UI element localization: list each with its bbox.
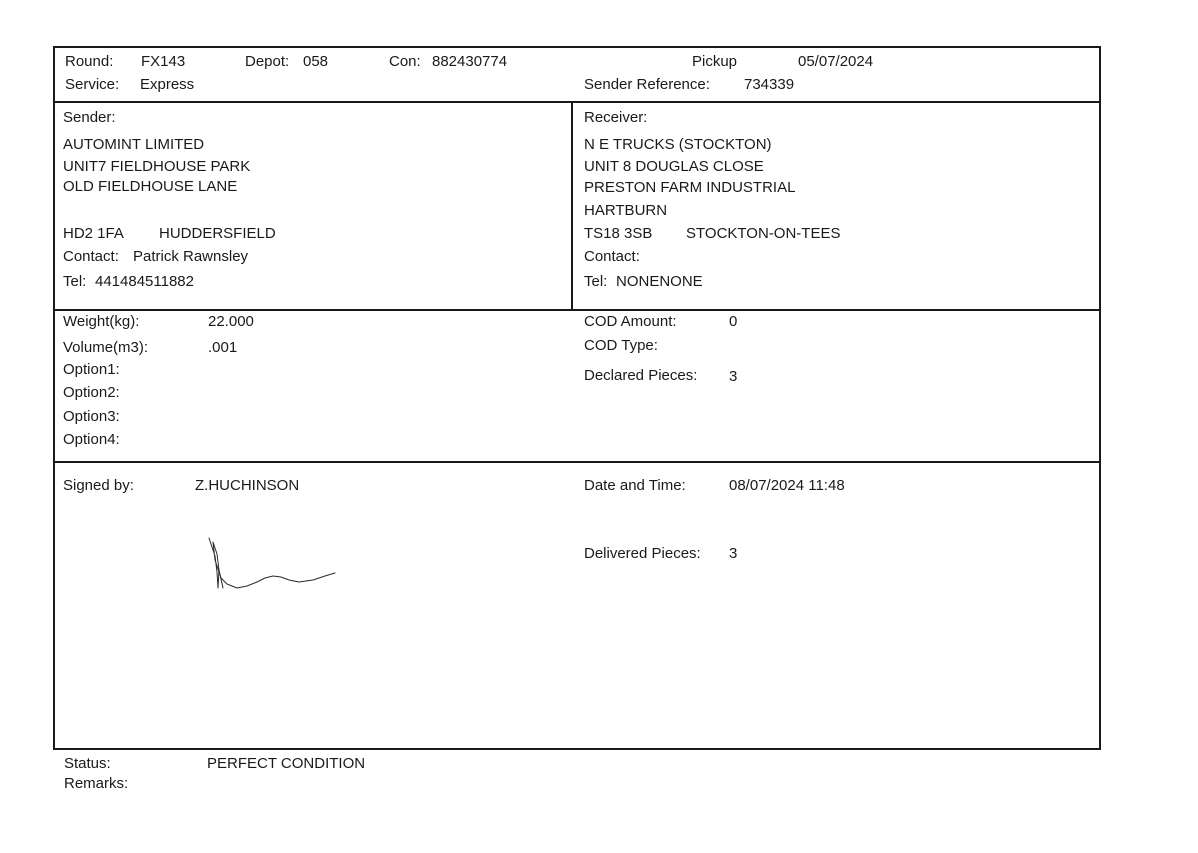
remarks-label: Remarks:: [64, 775, 129, 792]
signed-by-value: Z.HUCHINSON: [195, 477, 300, 494]
receiver-tel-label: Tel:: [584, 273, 608, 290]
declared-pieces-label: Declared Pieces:: [584, 367, 698, 384]
receiver-address-line2: PRESTON FARM INDUSTRIAL: [584, 179, 796, 196]
declared-pieces-value: 3: [729, 368, 738, 385]
sender-address-line2: OLD FIELDHOUSE LANE: [63, 178, 238, 195]
date-time-value: 08/07/2024 11:48: [729, 477, 845, 494]
option4-label: Option4:: [63, 431, 120, 448]
status-value: PERFECT CONDITION: [207, 755, 366, 772]
sender-reference-label: Sender Reference:: [584, 76, 710, 93]
receiver-name: N E TRUCKS (STOCKTON): [584, 136, 772, 153]
sender-reference-value: 734339: [744, 76, 795, 93]
receiver-tel-value: NONENONE: [616, 273, 703, 290]
sender-address-line1: UNIT7 FIELDHOUSE PARK: [63, 158, 251, 175]
cod-type-label: COD Type:: [584, 337, 658, 354]
signed-by-label: Signed by:: [63, 477, 134, 494]
con-value: 882430774: [432, 53, 508, 70]
delivered-pieces-label: Delivered Pieces:: [584, 545, 701, 562]
service-label: Service:: [65, 76, 120, 93]
divider-header: [55, 101, 1099, 103]
weight-value: 22.000: [208, 313, 254, 330]
sender-contact-label: Contact:: [63, 248, 119, 265]
pickup-label: Pickup: [692, 53, 738, 70]
pickup-date: 05/07/2024: [798, 53, 874, 70]
sender-postcode: HD2 1FA: [63, 225, 124, 242]
receiver-city: STOCKTON-ON-TEES: [686, 225, 841, 242]
receiver-postcode: TS18 3SB: [584, 225, 653, 242]
signature-image: [203, 536, 343, 596]
round-label: Round:: [65, 53, 114, 70]
sender-tel-value: 441484511882: [95, 273, 194, 290]
cod-amount-label: COD Amount:: [584, 313, 677, 330]
volume-value: .001: [208, 339, 238, 356]
delivered-pieces-value: 3: [729, 545, 738, 562]
date-time-label: Date and Time:: [584, 477, 686, 494]
weight-label: Weight(kg):: [63, 313, 140, 330]
depot-value: 058: [303, 53, 329, 70]
divider-sender-receiver: [571, 101, 573, 309]
sender-name: AUTOMINT LIMITED: [63, 136, 205, 153]
cod-amount-value: 0: [729, 313, 738, 330]
volume-label: Volume(m3):: [63, 339, 149, 356]
con-label: Con:: [389, 53, 421, 70]
sender-city: HUDDERSFIELD: [159, 225, 276, 242]
receiver-address-line3: HARTBURN: [584, 202, 668, 219]
sender-tel-label: Tel:: [63, 273, 87, 290]
service-value: Express: [140, 76, 195, 93]
receiver-address-line1: UNIT 8 DOUGLAS CLOSE: [584, 158, 764, 175]
receiver-heading: Receiver:: [584, 109, 648, 126]
option1-label: Option1:: [63, 361, 120, 378]
depot-label: Depot:: [245, 53, 290, 70]
pod-form-frame: [53, 46, 1101, 750]
option2-label: Option2:: [63, 384, 120, 401]
round-value: FX143: [141, 53, 186, 70]
receiver-contact-label: Contact:: [584, 248, 640, 265]
sender-heading: Sender:: [63, 109, 116, 126]
status-label: Status:: [64, 755, 111, 772]
divider-details: [55, 461, 1099, 463]
divider-addresses: [55, 309, 1099, 311]
option3-label: Option3:: [63, 408, 120, 425]
sender-contact-value: Patrick Rawnsley: [133, 248, 249, 265]
